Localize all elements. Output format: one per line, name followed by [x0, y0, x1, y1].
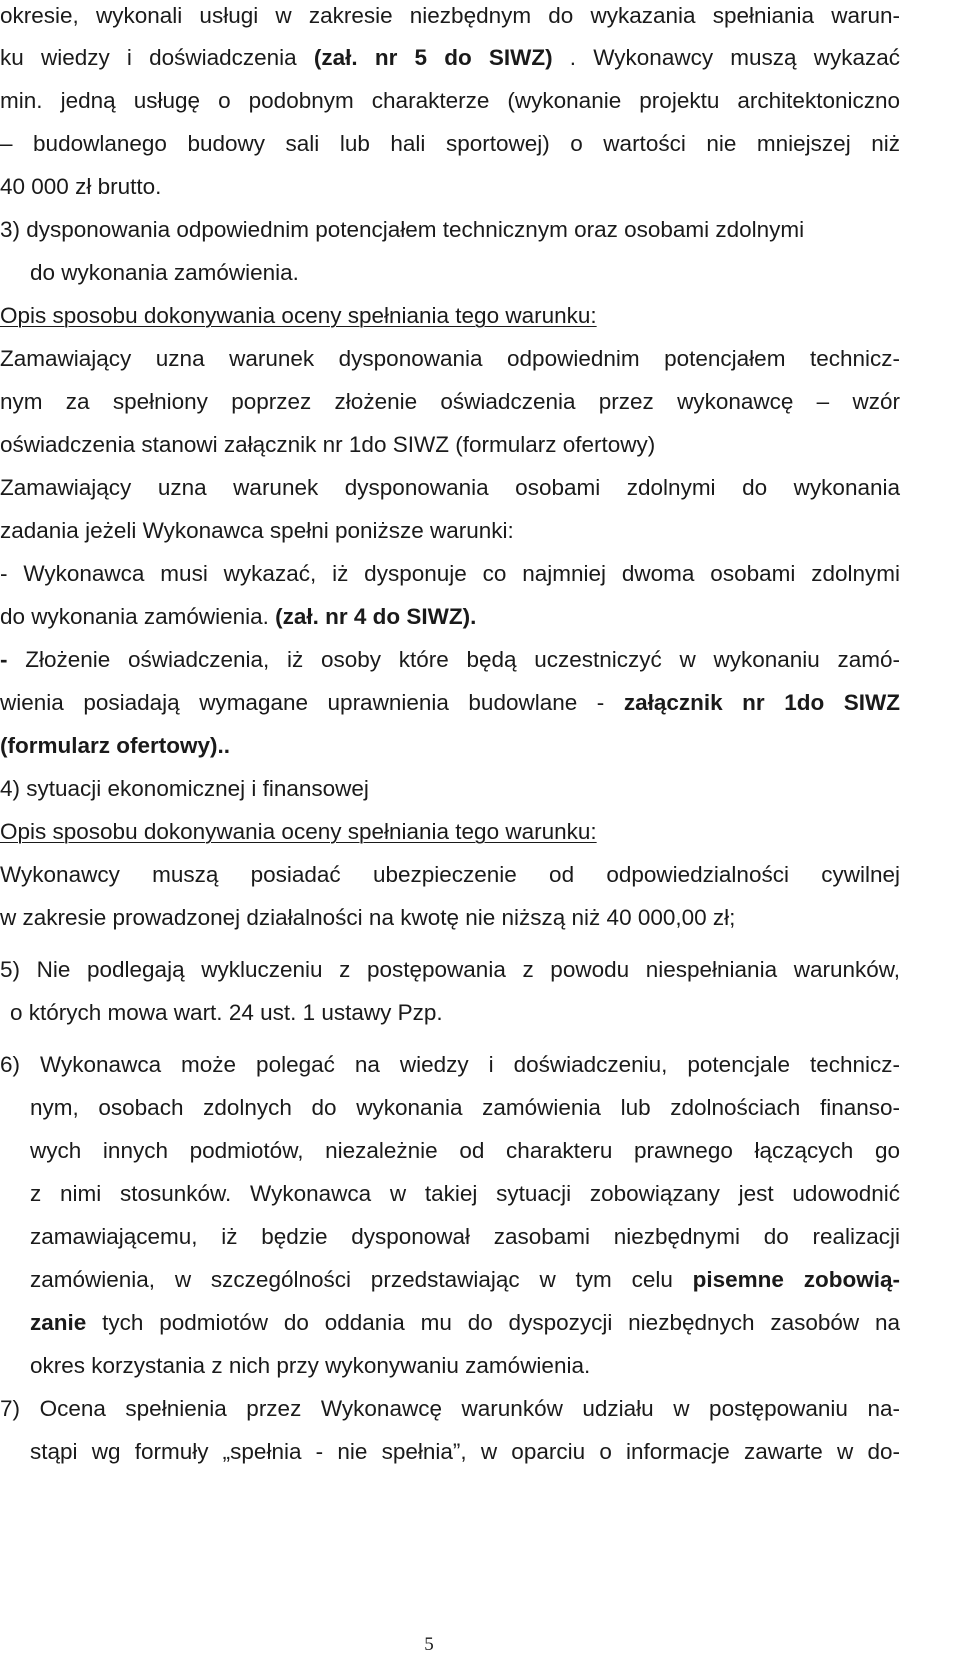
text-run: wienia posiadają wymagane uprawnienia budowlane -	[0, 690, 624, 715]
list-item-3: 3) dysponowania odpowiednim potencjałem technicznym oraz osobami zdolnymi	[0, 217, 805, 242]
text-line: nym za spełniony poprzez złożenie oświadczenia przez wykonawcę – wzór	[0, 389, 900, 414]
text-line: w zakresie prowadzonej działalności na kwotę nie niższą niż 40 000,00 zł;	[0, 905, 736, 930]
text-line: min. jedną usługę o podobnym charakterze (wykonanie projektu architektoniczno	[0, 88, 900, 113]
text-line	[0, 43, 900, 73]
text-line: stąpi wg formuły „spełnia - nie spełnia”, w oparciu o informacje zawarte w do-	[30, 1439, 900, 1464]
text-line: okresie, wykonali usługi w zakresie niezbędnym do wykazania spełniania warun-	[0, 3, 900, 28]
emphasis-text: pisemne zobowią-	[692, 1267, 900, 1292]
text-run: zamówienia, w szczególności przedstawiając w tym celu	[30, 1267, 693, 1292]
text-line: zamawiającemu, iż będzie dysponował zasobami niezbędnymi do realizacji	[30, 1224, 900, 1249]
section-heading: Opis sposobu dokonywania oceny spełniania tego warunku:	[0, 819, 597, 844]
text-line	[0, 645, 900, 675]
text-line: 40 000 zł brutto.	[0, 174, 162, 199]
text-line: okres korzystania z nich przy wykonywaniu zamówienia.	[30, 1353, 591, 1378]
section-heading: Opis sposobu dokonywania oceny spełniania tego warunku:	[0, 303, 597, 328]
text-run: do wykonania zamówienia.	[0, 604, 276, 629]
text-line: Zamawiający uzna warunek dysponowania osobami zdolnymi do wykonania	[0, 475, 900, 500]
text-line: - Wykonawca musi wykazać, iż dysponuje co najmniej dwoma osobami zdolnymi	[0, 561, 900, 586]
attachment-reference: (formularz ofertowy)..	[0, 733, 231, 758]
attachment-reference: (zał. nr 4 do SIWZ).	[275, 604, 477, 629]
text-line: Wykonawcy muszą posiadać ubezpieczenie od odpowiedzialności cywilnej	[0, 862, 900, 887]
text-line: – budowlanego budowy sali lub hali sportowej) o wartości nie mniejszej niż	[0, 131, 900, 156]
text-line: zadania jeżeli Wykonawca spełni poniższe warunki:	[0, 518, 514, 543]
text-run: Złożenie oświadczenia, iż osoby które będą uczestniczyć w wykonaniu zamó-	[25, 647, 900, 672]
text-run: tych podmiotów do oddania mu do dyspozycji niezbędnych zasobów na	[86, 1310, 900, 1335]
text-line	[30, 1308, 900, 1338]
attachment-reference: załącznik nr 1do SIWZ	[623, 690, 900, 715]
text-run: ku wiedzy i doświadczenia	[0, 45, 314, 70]
text-line	[0, 688, 900, 718]
text-line: oświadczenia stanowi załącznik nr 1do SIWZ (formularz ofertowy)	[0, 432, 656, 457]
text-line: Zamawiający uzna warunek dysponowania odpowiednim potencjałem technicz-	[0, 346, 900, 371]
text-line: o których mowa wart. 24 ust. 1 ustawy Pzp.	[10, 1000, 443, 1025]
bullet-dash: -	[0, 647, 26, 672]
text-line: wych innych podmiotów, niezależnie od charakteru prawnego łączących go	[30, 1138, 900, 1163]
list-item-5: 5) Nie podlegają wykluczeniu z postępowania z powodu niespełniania warunków,	[0, 957, 900, 982]
list-item-6: 6) Wykonawca może polegać na wiedzy i doświadczeniu, potencjale technicz-	[0, 1052, 900, 1077]
attachment-reference: (zał. nr 5 do SIWZ)	[313, 45, 553, 70]
text-line	[30, 1265, 900, 1295]
text-line: do wykonania zamówienia.	[30, 260, 299, 285]
page-number: 5	[424, 1634, 434, 1655]
list-item-7: 7) Ocena spełnienia przez Wykonawcę warunków udziału w postępowaniu na-	[0, 1396, 900, 1421]
text-line: z nimi stosunków. Wykonawca w takiej sytuacji zobowiązany jest udowodnić	[30, 1181, 900, 1206]
text-line: nym, osobach zdolnych do wykonania zamówienia lub zdolnościach finanso-	[30, 1095, 900, 1120]
list-item-4: 4) sytuacji ekonomicznej i finansowej	[0, 776, 369, 801]
emphasis-text: zanie	[30, 1310, 87, 1335]
text-run: . Wykonawcy muszą wykazać	[552, 45, 900, 70]
text-line	[0, 731, 230, 761]
text-line	[0, 602, 476, 632]
